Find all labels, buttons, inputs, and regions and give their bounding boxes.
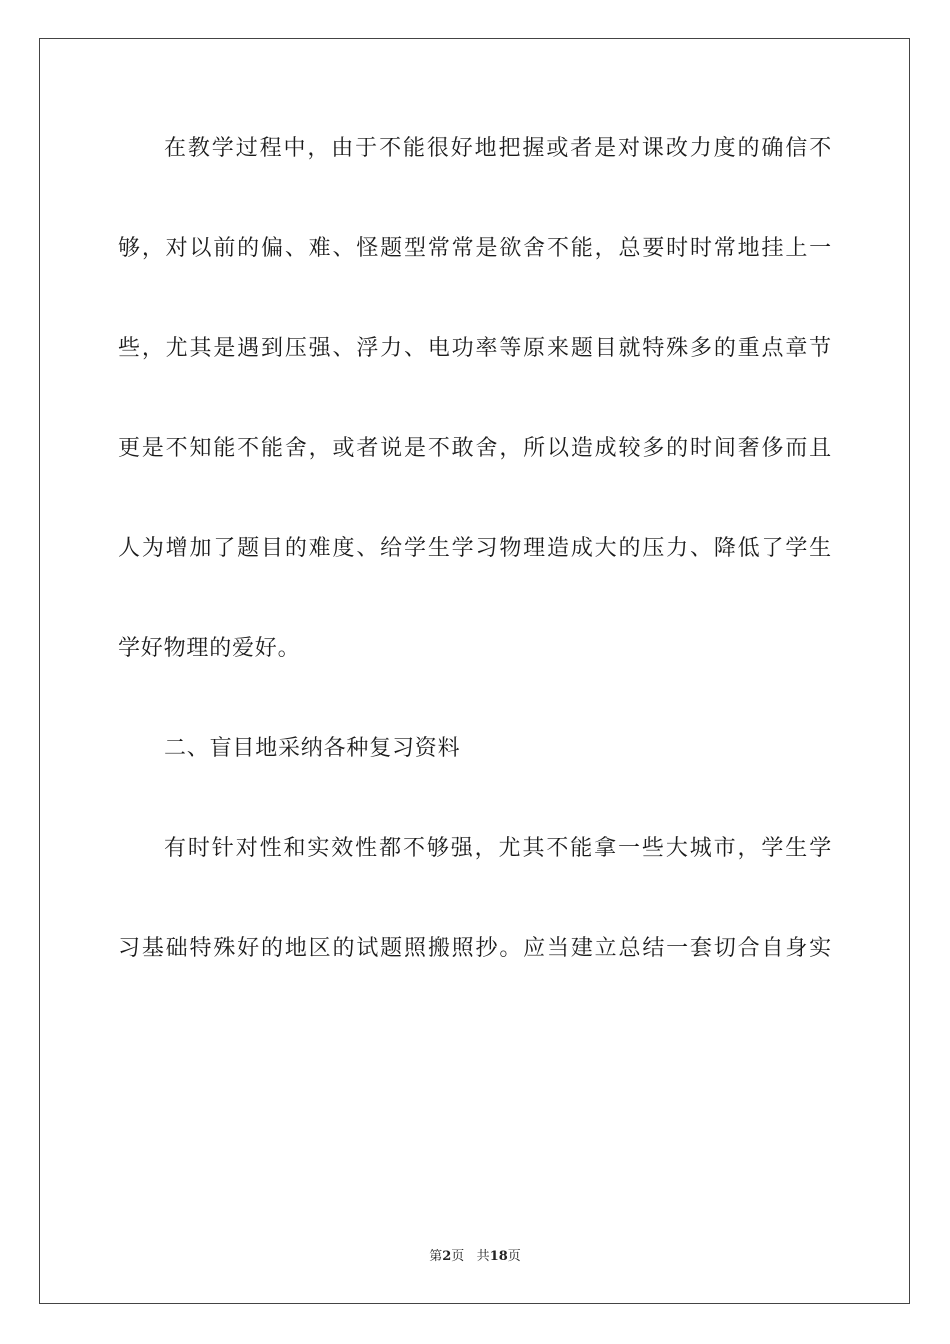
footer-page-number: 2: [442, 1249, 452, 1264]
footer-prefix: 第: [429, 1249, 443, 1264]
paragraph-line: 在教学过程中，由于不能很好地把握或者是对课改力度的确信不: [164, 136, 832, 161]
page-border: [39, 38, 910, 1304]
paragraph-line: 习基础特殊好的地区的试题照搬照抄。应当建立总结一套切合自身实: [118, 936, 832, 961]
footer-total-pages: 18: [489, 1249, 508, 1264]
footer-total-prefix: 共: [476, 1249, 490, 1264]
paragraph-line: 有时针对性和实效性都不够强，尤其不能拿一些大城市，学生学: [164, 836, 832, 861]
page-footer: [0, 1248, 950, 1266]
paragraph-line: 人为增加了题目的难度、给学生学习物理造成大的压力、降低了学生: [118, 536, 832, 561]
paragraph-line: 些，尤其是遇到压强、浮力、电功率等原来题目就特殊多的重点章节: [118, 336, 832, 361]
paragraph-line: 更是不知能不能舍，或者说是不敢舍，所以造成较多的时间奢侈而且: [118, 436, 832, 461]
footer-total-suffix: 页: [507, 1249, 521, 1264]
paragraph-line: 够，对以前的偏、难、怪题型常常是欲舍不能，总要时时常地挂上一: [118, 236, 832, 261]
paragraph-line: 学好物理的爱好。: [118, 636, 301, 661]
section-heading: 二、盲目地采纳各种复习资料: [164, 736, 461, 761]
footer-page-suffix: 页: [451, 1249, 465, 1264]
